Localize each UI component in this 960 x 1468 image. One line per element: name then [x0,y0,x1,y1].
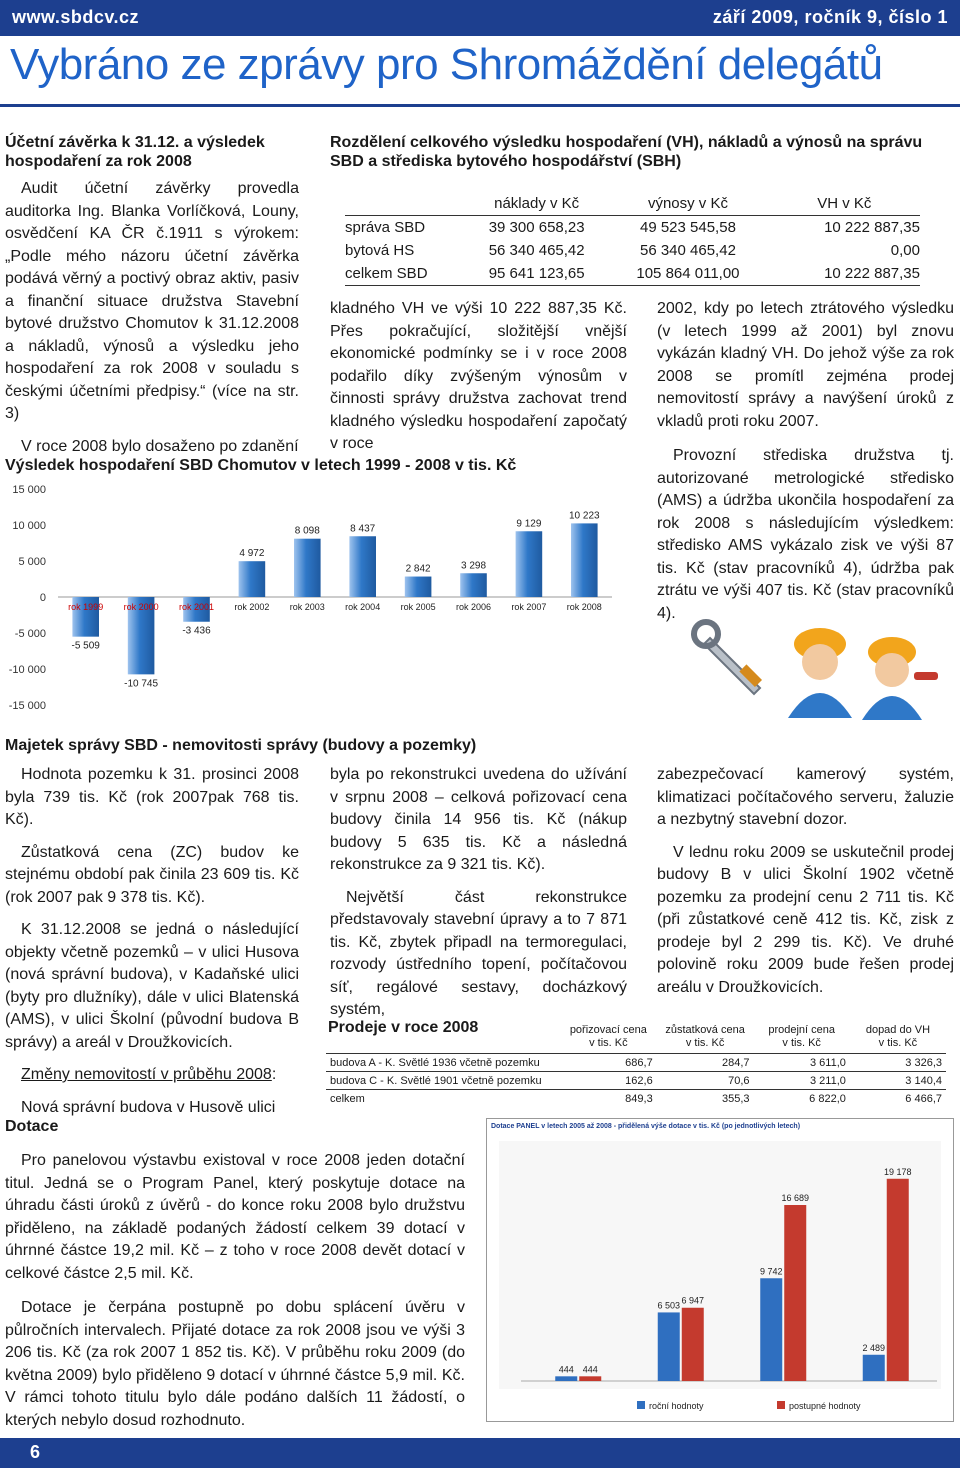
workers-illustration [670,608,950,723]
workers-icon [788,628,938,720]
y-tick-label: 0 [39,592,46,604]
cell: 10 222 887,35 [824,265,920,282]
bar [294,539,321,597]
bar [571,523,598,597]
bar [887,1179,909,1381]
cell: 3 140,4 [905,1074,942,1087]
cell: 849,3 [625,1092,653,1105]
cell: 105 864 011,00 [636,265,740,282]
sales-col-3: prodejní cena v tis. Kč [768,1024,836,1049]
cell: 3 211,0 [809,1074,846,1087]
sales-table [326,1024,946,1107]
data-label: 6 503 [657,1300,681,1311]
cell: celkem [330,1092,365,1105]
bar [516,531,543,597]
subsidy-heading: Dotace [5,1118,59,1135]
cell: budova C - K. Světlé 1901 včetně pozemku [330,1074,542,1087]
tools-icon [694,622,762,694]
right-paragraph-1: 2002, kdy po letech ztrátového výsledku (v letech 1999 až 2001) byl znovu vykázán kladný VH. Do jehož výše za rok 2008 se promítl zejména prodej nemovitostí správy a navýšení úroků z vkladů proti roku 2007. [657,300,954,430]
data-label: 8 098 [294,525,320,537]
cell: správa SBD [345,219,426,236]
bar [784,1205,806,1381]
sales-col-2: zůstatková cena v tis. Kč [665,1024,745,1049]
table-row [345,239,920,262]
right-text [657,298,954,625]
property-heading: Majetek správy SBD - nemovitosti správy (budovy a pozemky) [5,737,477,754]
top-bar [0,0,960,36]
data-label: 4 972 [239,548,265,560]
category-label: rok 2001 [178,602,215,612]
website-link[interactable]: www.sbdcv.cz [12,7,140,27]
category-label: rok 2000 [123,602,159,612]
legend-annual: roční hodnoty [649,1401,704,1411]
sales-col-1: pořizovací cena v tis. Kč [569,1024,647,1049]
category-label: rok 2008 [566,602,602,612]
bar [555,1376,577,1381]
bar [405,577,432,597]
property-p3: K 31.12.2008 se jedná o následující objekty včetně pozemků – v ulici Husova (nová správní budova), v Kadaňské ulici (byty pro dlužníky), dále v ulici Blatenská (AMS), v ulici Školní (původní budova B správy) a areál v Droužkovicích. [5,921,299,1051]
data-label: -10 745 [124,678,159,690]
bar [863,1355,885,1381]
cell: 10 222 887,35 [824,219,920,236]
bar [579,1376,601,1381]
bar [682,1308,704,1381]
y-tick-label: -5 000 [14,628,46,640]
data-label: 10 223 [569,510,600,522]
sales-header-row [326,1024,946,1054]
changes-colon: : [271,1066,277,1083]
data-label: 16 689 [781,1193,810,1204]
subsidy-chart-frame [486,1118,954,1422]
subsidy-text [5,1150,465,1432]
property-changes [5,1064,299,1087]
page-title: Vybráno ze zprávy pro Shromáždění delegátů [10,40,883,89]
property-col2-p2: Největší část rekonstrukce představovaly stavební úpravy a to 7 871 tis. Kč, zbytek připadl na termoregulaci, rozvody ústředního topení, počítačovou síť, regálové sestavy, docházkový systém, [330,888,627,1018]
bar [349,536,376,597]
accounts-text: Audit účetní závěrky provedla auditorka Ing. Blanka Vorlíčková, Louny, osvědčení KA ČR č.1911 s výrokem: „Podle mého názoru účetní závěrka podává věrný a poctivý obraz aktiv, pasiv a finanční situace družstva Stavební bytové družstvo Chomutov k 31.12.2008 a nákladů, výnosů a výsledku jeho hospodaření za rok 2008 v souladu s českými účetními předpisy.“ (více na str. 3) [5,180,299,422]
bar [760,1278,782,1381]
property-p4: Nová správní budova v Husově ulici [21,1098,276,1116]
accounts-text-block [5,178,299,458]
result-chart [0,478,615,714]
data-label: 6 947 [681,1295,705,1306]
subsidy-p2: Dotace je čerpána postupně po dobu splácení úvěru v půlročních intervalech. Přijaté dotace za rok 2008 jsou ve výši 3 206 tis. Kč (za rok 2007 1 852 tis. Kč). V průběhu roku 2009 (do května 2009) bylo přiděleno 9 dotací v úhrnné částce 5,9 mil. Kč. V rámci tohoto titulu bylo dále podáno dalších 11 žádostí, o kterých nebylo dosud rozhodnuto. [5,1299,465,1429]
accounts-heading-line2: hospodaření za rok 2008 [5,153,192,170]
legend-swatch-cumulative [777,1401,785,1409]
cell: 686,7 [625,1056,653,1069]
cell: bytová HS [345,242,415,259]
middle-text [330,298,627,456]
cell: 56 340 465,42 [488,242,585,259]
accounts-heading-line1: Účetní závěrka k 31.12. a výsledek [5,134,265,151]
category-label: rok 2002 [234,602,270,612]
cell: 3 326,3 [905,1056,942,1069]
page-number: 6 [30,1442,41,1462]
data-label: 444 [558,1364,574,1375]
property-p2: Zůstatková cena (ZC) budov ke stejnému období pak činila 23 609 tis. Kč (rok 2007 pak 9 378 tis. Kč). [5,843,299,906]
cell: 49 523 545,58 [639,219,736,236]
table-row [326,1054,946,1072]
property-p1: Hodnota pozemku k 31. prosinci 2008 byla 739 tis. Kč (rok 2007pak 768 tis. Kč). [5,766,299,828]
issue-info: září 2009, ročník 9, číslo 1 [712,7,948,27]
cell: 3 611,0 [809,1056,846,1069]
split-col-naklady: náklady v Kč [494,195,580,212]
split-table-heading: Rozdělení celkového výsledku hospodaření (VH), nákladů a výnosů na správu SBD a střediska bytového hospodářství (SBH) [330,134,923,170]
cell: 39 300 658,23 [488,219,585,236]
right-paragraph-2: Provozní střediska družstva tj. autorizované metrologické středisko (AMS) a údržba ukončila hospodaření za rok 2008 s následujícím výsledkem: středisko AMS vykázalo zisk ve výši 87 tis. Kč (stav pracovníků 4), údržba pak ztrátu ve výši 407 tis. Kč (stav pracovníků 4). [657,447,954,622]
table-row [326,1090,946,1108]
split-col-0 [345,192,466,216]
subsidy-chart-title: Dotace PANEL v letech 2005 až 2008 - přidělená výše dotace v tis. Kč (po jednotlivých letech) [491,1123,801,1130]
split-col-vynosy: výnosy v Kč [647,195,728,212]
legend-swatch-annual [637,1401,645,1409]
subsidy-p1: Pro panelovou výstavbu existoval v roce 2008 jeden dotační titul. Jedná se o Program Panel, který poskytuje dotace na úhradu části úroků z úvěrů - do konce roku 2008 bylo družstvu přiděleno, na základě podaných žádostí celkem 39 dotací v úhrnné částce 19,2 mil. Kč – z toho v roce 2008 devět dotací v celkové částce 2,5 mil. Kč. [5,1152,465,1282]
property-col1 [5,764,299,1119]
table-row [345,216,920,240]
property-col3-p1: zabezpečovací kamerový systém, klimatizaci počítačového serveru, žaluzie a nezbytný stavební dozor. [657,766,954,828]
footer-bar [0,1438,960,1468]
changes-label: Změny nemovitostí v průběhu 2008 [21,1066,272,1083]
bar [460,573,487,597]
cell: 284,7 [721,1056,750,1069]
legend-cumulative: postupné hodnoty [789,1401,861,1411]
subsidy-chart [487,1119,953,1421]
accounts-heading [5,133,305,171]
cell: 355,3 [721,1092,750,1105]
split-table [345,192,920,286]
category-label: rok 2006 [455,602,492,612]
cell: 70,6 [728,1074,750,1087]
cell: budova A - K. Světlé 1936 včetně pozemku [330,1056,540,1069]
y-tick-label: -15 000 [8,700,46,712]
accounts-text-2: V roce 2008 bylo dosaženo po zdanění [21,437,299,455]
category-label: rok 2007 [511,602,547,612]
title-divider [0,104,960,107]
data-label: 9 129 [516,518,542,530]
category-label: rok 2003 [289,602,325,612]
property-col3-p2: V lednu roku 2009 se uskutečnil prodej budovy B v ulici Školní 1902 včetně pozemku za prodejní cenu 2 711 tis. Kč (při zůstatkové ceně 412 tis. Kč, zisk z prodeje byl 2 299 tis. Kč). Ve druhé polovině roku 2009 bude řešen prodej areálu v Droužkovicích. [657,843,954,996]
y-tick-label: 15 000 [12,484,46,496]
cell: 56 340 465,42 [639,242,736,259]
cell: 162,6 [625,1074,653,1087]
cell: 6 822,0 [809,1092,846,1105]
y-tick-label: -10 000 [8,664,46,676]
data-label: -5 509 [71,640,100,652]
y-tick-label: 10 000 [12,520,46,532]
data-label: 2 489 [862,1342,886,1353]
cell: celkem SBD [345,265,428,282]
cell: 95 641 123,65 [488,265,585,282]
property-col2-p1: byla po rekonstrukci uvedena do užívání v srpnu 2008 – celková pořizovací cena budovy činila 14 956 tis. Kč (nákup budovy 5 635 tis. Kč a následná rekonstrukce za 9 321 tis. Kč). [330,766,627,873]
cell: 0,00 [890,242,920,259]
data-label: 2 842 [405,563,431,575]
split-table-header-row [345,192,920,216]
category-label: rok 1999 [68,602,104,612]
data-label: 8 437 [350,523,376,535]
bar [239,561,266,597]
property-col3 [657,764,954,999]
sales-col-4: dopad do VH v tis. Kč [865,1024,931,1049]
chart1-title: Výsledek hospodaření SBD Chomutov v letech 1999 - 2008 v tis. Kč [5,457,517,474]
data-label: -3 436 [182,625,211,637]
table-row [345,262,920,286]
data-label: 19 178 [883,1166,912,1177]
split-col-vh: VH v Kč [817,195,872,212]
table-row [326,1072,946,1090]
property-col2 [330,764,627,1022]
category-label: rok 2005 [400,602,436,612]
category-label: rok 2004 [345,602,381,612]
middle-paragraph: kladného VH ve výši 10 222 887,35 Kč. Přes pokračující, složitější vnější ekonomické podmínky se i v roce 2008 podařilo díky zvýšeným výnosům v činnosti správy družstva zachovat trend kladného výsledku hospodaření započatý v roce [330,300,627,452]
data-label: 444 [582,1364,598,1375]
sales-heading: Prodeje v roce 2008 [328,1019,479,1036]
cell: 6 466,7 [905,1092,942,1105]
bar [658,1312,680,1381]
y-tick-label: 5 000 [18,556,46,568]
data-label: 9 742 [759,1266,783,1277]
data-label: 3 298 [460,560,487,572]
